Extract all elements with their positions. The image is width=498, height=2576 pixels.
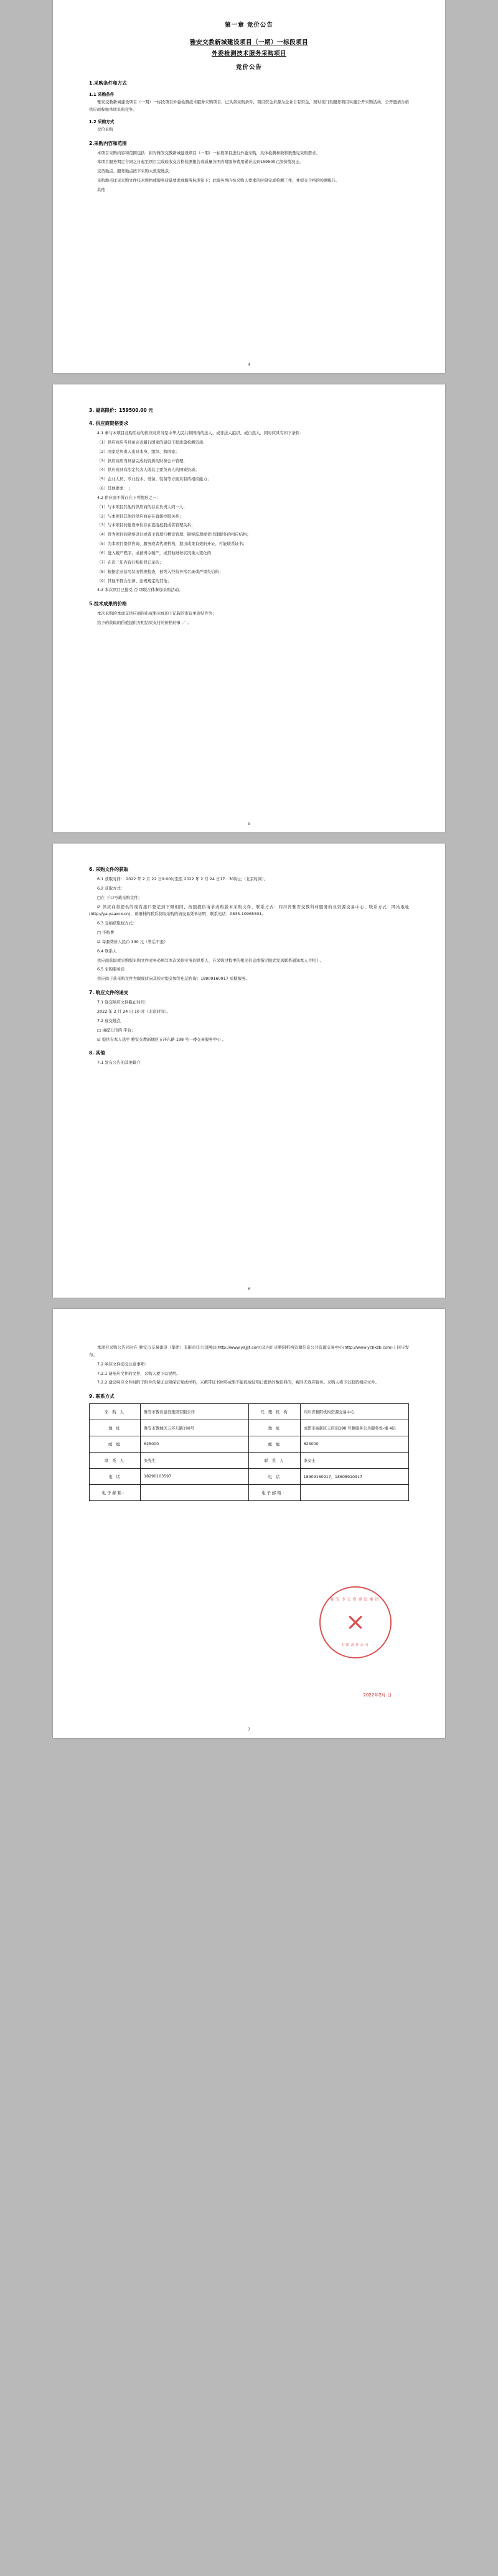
section-6-contact-heading: 6.4 联系人 <box>97 948 117 954</box>
section-4-neg-item-8: （8）根据企业信用状况管理检查，被列入经营异常名录或严重失信的； <box>97 569 223 574</box>
section-8-text-1: 7.1 发布公告的其他媒介 <box>97 1060 141 1066</box>
cell-value-zip-1: 625000 <box>141 1436 249 1453</box>
cell-label-person-2: 联 系 人 <box>249 1453 300 1469</box>
seal-top-text: 雅安市交教建设集团 <box>330 1597 381 1602</box>
seal-bottom-text: 有限责任公司 <box>341 1644 370 1647</box>
section-2-heading: 2.采购内容和范围 <box>89 140 127 146</box>
section-4-neg-item-6: （6）进入破产程序，或被责令破产，或其他财务状况重大变化的； <box>97 550 215 556</box>
section-5-heading: 5.技术成果的价格 <box>89 601 127 607</box>
cell-value-person-1: 张先生 <box>141 1453 249 1469</box>
section-6-contact-text: 供应商获取或采购版采购文件时务必填写本次采购业务的联系人，在采购过程中的相关信息或指定服式发送联系通知本人手机上。 <box>97 957 324 963</box>
cell-label-zip-1: 邮 编 <box>90 1436 141 1453</box>
section-6-method-heading: 6.2 获取方式： <box>97 885 125 891</box>
section-4-neg-item-7: （7）在近三年内有行贿犯罪记录的； <box>97 559 164 565</box>
official-seal-stamp <box>319 1586 392 1658</box>
cell-label-email-2: 电子邮箱： <box>249 1485 300 1501</box>
section-1-1-text: 雅安交教新城建设项目（一期）一标段项目外委检测技术服务采购项目，已具备采购条件，项目资金来源为企业自有资金，现对该门类服务项目实施公开采购活动，公开邀请合格供应商参加单项采购竞争。 <box>89 100 409 112</box>
section-4-item-2: （2）国家是负责人出具本身、组织、和国家； <box>97 449 179 454</box>
cell-label-purchaser: 采 购 人 <box>90 1404 141 1420</box>
cell-value-zip-2: 625000 <box>300 1436 408 1453</box>
section-4-text-1: 4.1 参与本项目竞购活动的供应商应当是中华人民共和国内的法人、或非法人组织、或自然人。同时应具有如下条件： <box>97 430 304 435</box>
section-4-item-6: （6）其他要求： ； <box>97 486 133 491</box>
section-6-check-1[interactable]: □在 于口号载采购文件； <box>97 895 142 900</box>
section-4-neg-item-4: （4）曾为项目的勘察设计或者主管理行精设管理、勘察监理或者代理服务的相应结构； <box>97 532 251 537</box>
page-number-4: 7 <box>248 1727 250 1732</box>
cell-label-address-2: 地 址 <box>249 1420 300 1436</box>
cell-value-person-2: 李女士 <box>300 1453 408 1469</box>
section-4-neg-item-9: （9）其他不符合法律、法规规定的其他； <box>97 578 172 584</box>
section-2-check-1[interactable]: 交货地点、服务地点按下采购大致变地点： <box>97 169 173 174</box>
cell-label-agency: 代 理 机 构 <box>249 1404 300 1420</box>
section-7-check-2[interactable]: ☑ 提供专本人送至 雅安交教新城区五环东路 198 号一楼交易服务中心 。 <box>97 1036 227 1042</box>
page-number-3: 6 <box>248 1287 250 1291</box>
cell-value-email-1 <box>141 1485 249 1501</box>
section-6-heading: 6. 采购文件的获取 <box>89 867 129 872</box>
section-8b-text-1: 本项目采购公告同时在 雅安市交易建设（集团）有限责任公司网站(http://www.yajjjt.com)及四川省雅阳机构资源信息公共资源交易中心(http://www.ycbxzb.com)上同步发布。 <box>89 1345 409 1357</box>
section-8b-text-4: 7.2.2 建议响应文件时附于附件的保证金和保证变成材料，未携带证书材料成果不能投放证明已提供的数资料的，视同无效应服务。采购人将予以取销相应文件。 <box>97 1380 379 1385</box>
project-title-line2: 外委检测技术服务采购项目 <box>211 50 286 58</box>
section-5-text-2: 给予的获取的价值提供方相结果支付的价格的事 ／ ； <box>97 620 192 626</box>
section-6-time: 6.1 获取时间： 2022 年 2 月 22 日9:00时至至 2022 年 2 月 24 日17：30时止（北京时间）。 <box>97 876 268 881</box>
section-1-heading: 1.采购条件和方式 <box>89 80 127 86</box>
section-7-deadline-heading: 7.1 递交响应文件截止时间： <box>97 1000 149 1005</box>
cell-label-phone-2: 电 话 <box>249 1469 300 1485</box>
document-page-1 <box>53 0 445 373</box>
section-4-heading: 4. 供应商资格要求 <box>89 421 129 426</box>
section-6-check-3[interactable]: □ 不购费 <box>97 930 115 936</box>
table-row <box>90 1436 409 1453</box>
section-7-deadline-value: 2022 年 2 月 24 日 10 时（北京时间）。 <box>97 1008 171 1014</box>
contact-table <box>89 1403 409 1501</box>
section-8b-text-3: 7.2.1 请响应文件的文件，采购人要予以说明。 <box>97 1370 181 1376</box>
table-row <box>90 1453 409 1469</box>
section-2-check-3[interactable]: 其他 <box>97 187 105 192</box>
cell-value-purchaser: 雅安市教育建设集团有限公司 <box>141 1404 249 1420</box>
section-7-place-heading: 7.2 递交地点 <box>97 1018 121 1023</box>
section-2-text-2: 本项目服务期定合同之日起至项目完成验收交合格检测报告或质量各图内附服务费用累计达到159500元部份情况止。 <box>97 159 304 165</box>
section-6-check-2[interactable]: ☑ 供应商将提供的现有接口登记到下限相同、按照提供请求或购版本采购文件，联系方式：四川省雅安交教科材服务的业资源交易中心，联系方式：网站地址 (http://ya.yaaxcx.cn)，详细材的联系获取采购的请交易凭单证明；联系电话：0835-10965301。 <box>89 904 409 917</box>
page-number-1: 4 <box>248 363 250 367</box>
cell-value-phone-2: 18909160917、18608910917 <box>300 1469 408 1485</box>
section-4-text-2: 4.2 供应商不得存在下列情形之一： <box>97 495 161 500</box>
section-6-check-4[interactable]: ☑ 每套费价人民币 330 元（售后不退） <box>97 939 168 944</box>
section-4-item-4: （4）供应商具有法定代表人或其主要负责人的国家资质； <box>97 467 199 473</box>
chapter-title: 第一章 竞价公告 <box>225 22 273 29</box>
section-8b-text-2: 7.2 响应文件递交注意事项： <box>97 1361 149 1367</box>
cell-value-address-1: 雅安市教城区五环东路198号 <box>141 1420 249 1436</box>
table-row <box>90 1420 409 1436</box>
cell-value-address-2: 成都市高新区天府街198 号雅服务公共服务处-楼 4层 <box>300 1420 408 1436</box>
contact-heading: 9. 联系方式 <box>89 1393 115 1400</box>
cell-label-address-1: 地 址 <box>90 1420 141 1436</box>
section-1-2-text: 竞价采购 <box>97 126 113 132</box>
section-4-item-5: （5）企业人员、专业技术、设备、装备等方面具有的相应能力； <box>97 477 212 482</box>
project-title-line1: 雅安交教新城建设项目（一期）一标段项目 <box>189 39 308 46</box>
section-4-neg-item-3: （3）与本项目的建设单位存在直接控股或者管理关系； <box>97 523 195 528</box>
section-6-service-text: 供应商于获采购文件为服成质向其检对提交加等电话咨询：18909160917 质疑服务。 <box>97 976 250 982</box>
section-5-text-1: 本次采购的本成交供应商得出成果完成的下记载的审议单审结件为； <box>97 611 217 616</box>
cell-value-email-2 <box>300 1485 408 1501</box>
section-8-heading: 8. 其他 <box>89 1050 105 1056</box>
cell-label-phone-1: 电 话 <box>90 1469 141 1485</box>
document-page-2 <box>53 384 445 832</box>
cell-value-agency: 四川省雅阳机构资源交易中心 <box>300 1404 408 1420</box>
section-4-neg-item-2: （2）与本项目其他的供应商存在直接控股关系； <box>97 513 184 519</box>
table-row <box>90 1469 409 1485</box>
section-4-neg-item-5: （5）为本项目提供咨询、服务或者代理机构，提出成果有效的开证、可能联系证书； <box>97 541 247 547</box>
document-subtitle: 竞价公告 <box>235 64 262 72</box>
section-3-heading: 3. 最高限价：159500.00 元 <box>89 407 153 413</box>
document-page-3 <box>53 844 445 1298</box>
cell-label-zip-2: 邮 编 <box>249 1436 300 1453</box>
table-row <box>90 1404 409 1420</box>
page-number-2: 5 <box>248 822 250 826</box>
cell-label-person-1: 联 系 人 <box>90 1453 141 1469</box>
section-7-heading: 7. 响应文件的递交 <box>89 990 129 996</box>
document-page-4 <box>53 1309 445 1738</box>
section-2-check-2[interactable]: 采购地点详见采购文件技术规格或服务质量要求或服务标准知下；此服务图内按采购人要求的时限完成检测工作，并提交合格的检测报告。 <box>97 178 340 184</box>
section-7-check-1[interactable]: □ 由提上传的 平台； <box>97 1027 136 1033</box>
section-1-2-heading: 1.2 采购方式 <box>89 119 115 124</box>
seal-date: 2022年2月 日 <box>363 1693 392 1698</box>
section-4-item-1: （1）供应商应当具备完善履行国家的建设工程质量检测资质； <box>97 439 207 445</box>
cell-value-phone-1: 18290103597 <box>141 1469 249 1485</box>
cell-label-email-1: 电子邮箱： <box>90 1485 141 1501</box>
section-6-payment-heading: 6.3 交纳获取权方式： <box>97 921 137 926</box>
section-4-text-3: 4.3 本次项目已接受 否 项联合体参加采购活动。 <box>97 587 183 593</box>
section-6-service-heading: 6.5 采购服务质 <box>97 967 125 972</box>
section-4-item-3: （3）供应商应当具备完成的资质的财务会计管理； <box>97 458 187 463</box>
section-2-text-1: 本项目采购内容和范围包括：拟对雅安交教新城建设项目（一期）一标段项目进行外委采购，具体检测参数和数量见采购需求。 <box>97 150 320 156</box>
table-row <box>90 1485 409 1501</box>
section-4-neg-item-1: （1）与本项目其他的供应商的存在负责人同一人； <box>97 504 187 509</box>
section-1-1-heading: 1.1 采购条件 <box>89 92 115 98</box>
